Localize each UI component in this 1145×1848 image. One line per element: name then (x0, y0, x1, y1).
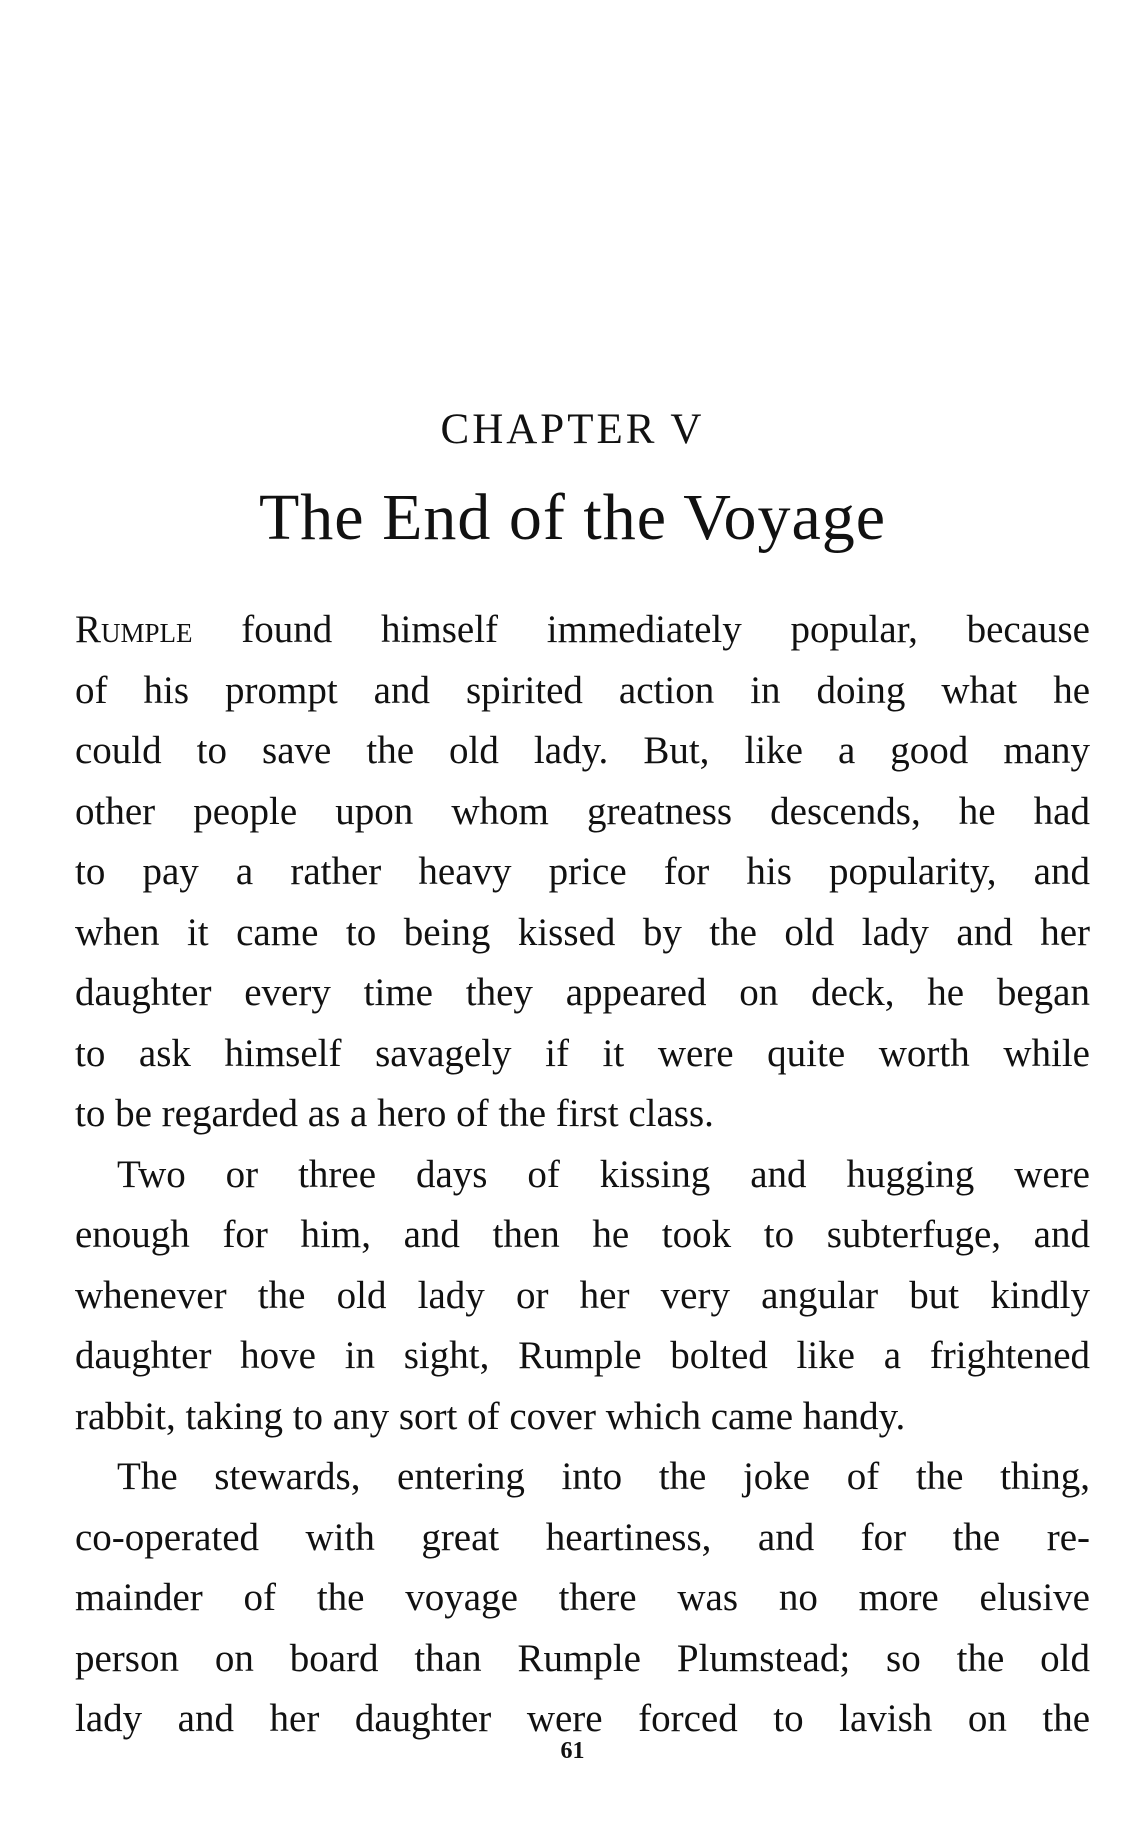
opening-word: Rumple (75, 608, 193, 651)
text-line: to be regarded as a hero of the first class. (75, 1092, 714, 1135)
text-line: could to save the old lady. But, like a good many (75, 729, 1090, 772)
chapter-title: The End of the Voyage (258, 481, 887, 554)
text-line: whenever the old lady or her very angular but kindly (75, 1273, 1090, 1317)
text-line: when it came to being kissed by the old lady and her (75, 910, 1090, 954)
text-line: rabbit, taking to any sort of cover which came handy. (75, 1394, 906, 1438)
text-line: The stewards, entering into the joke of the thing, (117, 1455, 1090, 1498)
text-line (75, 600, 1090, 661)
text-line: lady and her daughter were forced to lavish on the (75, 1697, 1090, 1740)
text-line-content: found himself immediately popular, because (192, 608, 1090, 651)
text-line: other people upon whom greatness descends, he had (75, 789, 1090, 833)
text-line: person on board than Rumple Plumstead; so the old (75, 1636, 1090, 1680)
text-line: to pay a rather heavy price for his popularity, and (75, 850, 1090, 893)
text-line: daughter every time they appeared on deck, he began (75, 971, 1090, 1014)
chapter-label: CHAPTER V (440, 406, 705, 453)
text-line: to ask himself savagely if it were quite worth while (75, 1031, 1090, 1075)
page-number: 61 (560, 1738, 585, 1764)
text-line: Two or three days of kissing and hugging were (117, 1152, 1090, 1196)
text-line: co-operated with great heartiness, and for the re- (75, 1515, 1090, 1559)
text-line: mainder of the voyage there was no more elusive (75, 1576, 1090, 1619)
text-line: of his prompt and spirited action in doing what he (75, 668, 1090, 712)
body-text (75, 600, 1090, 1750)
text-line: enough for him, and then he took to subterfuge, and (75, 1213, 1090, 1256)
text-line: daughter hove in sight, Rumple bolted like a frightened (75, 1334, 1090, 1377)
